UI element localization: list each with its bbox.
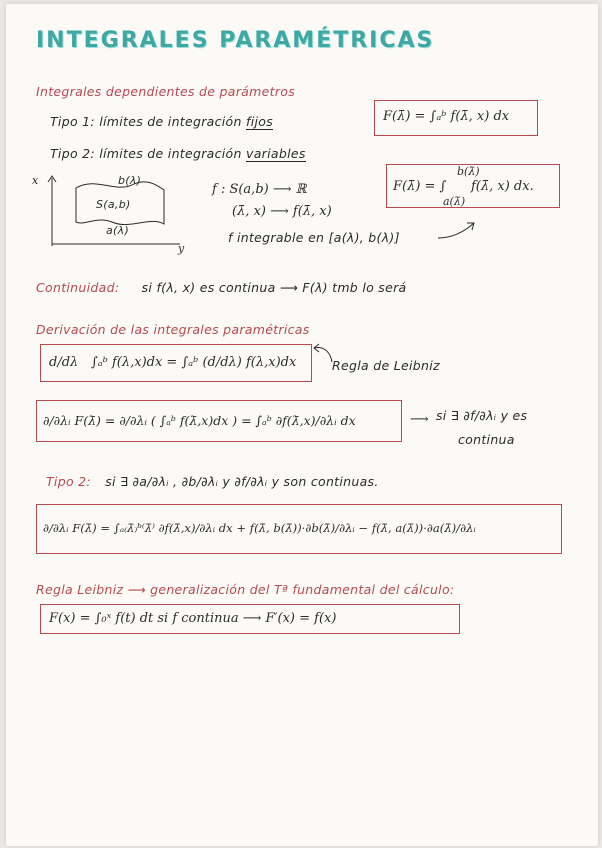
tipo2-label: Tipo 2: — [50, 146, 95, 161]
tipo2-formula: F(λ̄) = ∫ — [393, 179, 447, 194]
graph-region-label: S(a,b) — [96, 198, 131, 211]
tipo2-rule-formula: ∂/∂λᵢ F(λ̄) = ∫ₐ₍λ̄₎ᵇ⁽λ̄⁾ ∂f(λ̄,x)/∂λᵢ dx + f(λ̄, b(λ̄))·∂b(λ̄)/∂λᵢ − f(λ̄, a(λ̄))·∂a(λ̄)/∂λᵢ — [43, 521, 476, 535]
leibniz-label: Regla de Leibniz — [332, 358, 440, 373]
notes-page — [6, 4, 598, 846]
tipo1-formula-box — [374, 100, 538, 136]
tipo2-rule-formula-box — [36, 504, 562, 554]
derivation-heading: Derivación de las integrales paramétricas — [36, 322, 310, 337]
region-graph — [30, 172, 200, 256]
partial-condition-1: si ∃ ∂f/∂λᵢ y es — [436, 408, 528, 423]
leibniz-formula-box — [40, 344, 312, 382]
section-subtitle: Integrales dependientes de parámetros — [36, 84, 296, 99]
partial-formula-box — [36, 400, 402, 442]
tipo2-text: límites de integración — [99, 146, 242, 161]
partial-condition-2: continua — [458, 432, 515, 447]
leibniz-arrow-icon — [310, 342, 334, 364]
graph-top-curve-label: b(λ) — [118, 174, 142, 187]
tipo1-line — [50, 114, 273, 129]
leibniz-lhs: d/dλ — [49, 355, 79, 370]
mapping-arrow-icon — [436, 218, 480, 242]
continuity-line — [36, 280, 407, 295]
continuity-text: si f(λ, x) es continua ⟶ F(λ) tmb lo será — [141, 280, 407, 295]
footer-formula-box — [40, 604, 460, 634]
tipo1-underlined: fijos — [246, 114, 274, 129]
tipo2-rule-label: Tipo 2: — [46, 474, 91, 489]
graph-x-label: y — [178, 242, 185, 255]
tipo2-formula-box — [386, 164, 560, 208]
tipo1-label: Tipo 1: — [50, 114, 95, 129]
mapping-line-1: f : S(a,b) ⟶ ℝ — [212, 182, 307, 197]
tipo2-line — [50, 146, 306, 161]
graph-bottom-curve-label: a(λ) — [106, 224, 130, 237]
footer-text: Regla Leibniz ⟶ generalización del Tª fundamental del cálculo: — [36, 582, 455, 597]
tipo2-rule-cond: si ∃ ∂a/∂λᵢ , ∂b/∂λᵢ y ∂f/∂λᵢ y son continuas. — [105, 474, 379, 489]
tipo2-lower-limit: a(λ̄) — [443, 195, 466, 208]
tipo1-text: límites de integración — [99, 114, 242, 129]
footer-formula: F(x) = ∫₀ˣ f(t) dt si f continua ⟶ F′(x) = f(x) — [49, 611, 337, 626]
tipo2-underlined: variables — [246, 146, 306, 161]
partial-arrow-icon: ⟶ — [410, 412, 429, 427]
graph-y-label: x — [32, 174, 39, 187]
partial-formula: ∂/∂λᵢ F(λ̄) = ∂/∂λᵢ ( ∫ₐᵇ f(λ̄,x)dx ) = ∫ₐᵇ ∂f(λ̄,x)/∂λᵢ dx — [43, 413, 356, 428]
leibniz-formula: ∫ₐᵇ f(λ,x)dx = ∫ₐᵇ (d/dλ) f(λ,x)dx — [91, 355, 297, 370]
tipo2-rule-line — [46, 474, 379, 489]
tipo1-formula: F(λ̄) = ∫ₐᵇ f(λ̄, x) dx — [383, 109, 510, 124]
tipo2-upper-limit: b(λ̄) — [457, 165, 480, 178]
page-title: INTEGRALES PARAMÉTRICAS — [36, 28, 435, 53]
continuity-label: Continuidad: — [36, 280, 120, 295]
tipo2-formula-tail: f(λ̄, x) dx. — [471, 179, 534, 194]
mapping-line-2: (λ̄, x) ⟶ f(λ̄, x) — [232, 204, 332, 219]
mapping-line-3: f integrable en [a(λ), b(λ)] — [228, 230, 400, 245]
